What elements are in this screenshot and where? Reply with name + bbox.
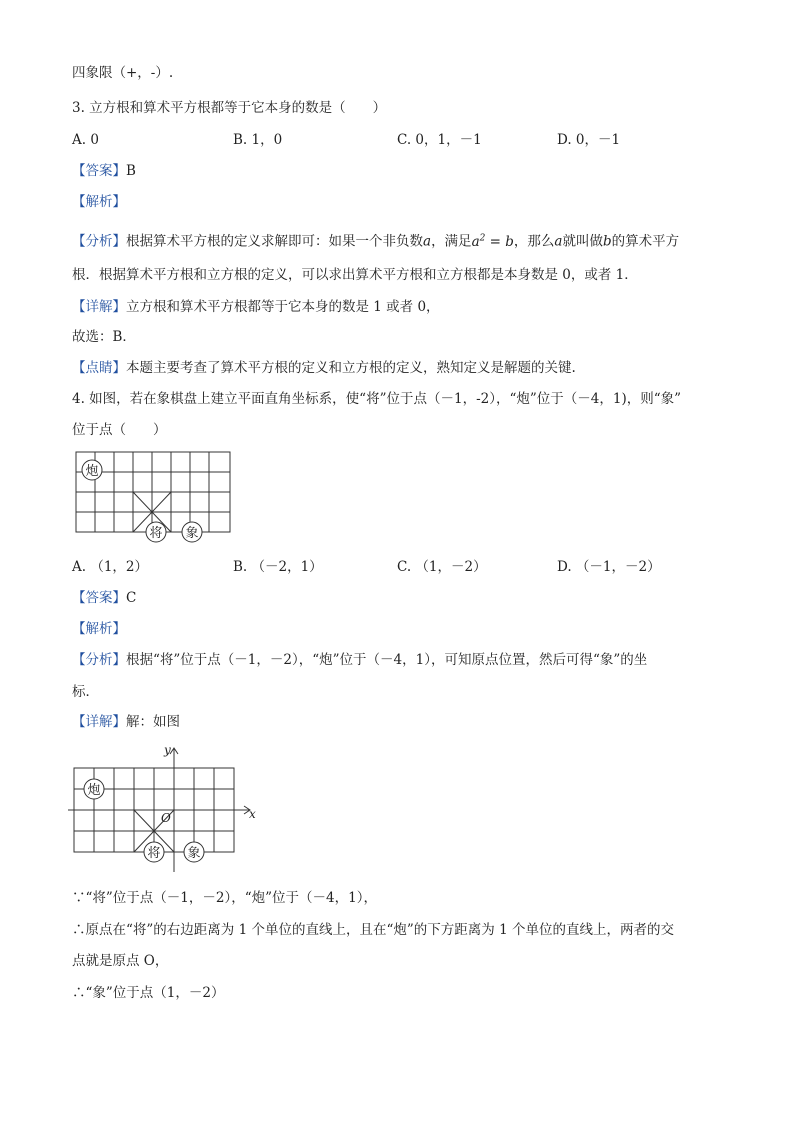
x-axis-label: x [249,807,256,821]
fenxi-4-line-2: 标． [72,684,99,700]
x-axis [68,806,250,814]
therefore-line-1: ∴原点在“将”的右边距离为 1 个单位的直线上，且在“炮”的下方距离为 1 个单位的直线上，两者的交 [72,922,674,938]
svg-text:炮: 炮 [87,783,101,798]
q4-option-a: A. （1，2） [72,559,149,575]
svg-text:将: 将 [149,526,163,541]
question-4-line-1: 4. 如图，若在象棋盘上建立平面直角坐标系，使“将”位于点（－1，-2），“炮”位于（－4，1)，则“象” [72,391,682,407]
pao-piece [82,460,102,480]
fenxi-tag: 【分析】 [72,652,126,668]
xiang-piece [182,522,202,542]
answer-3 [72,162,136,180]
dianjing-tag: 【点睛】 [72,360,126,376]
svg-text:将: 将 [147,846,161,861]
fenxi-3-line-1: 【分析】根据算术平方根的定义求解即可：如果一个非负数a，满足$a^2 = b$，那么a就叫做b的算术平方 [72,233,680,250]
therefore-line-2: 点就是原点 O， [72,953,169,969]
q4-option-c: C. （1，－2） [397,559,487,575]
question-3: 3. 立方根和算术平方根都等于它本身的数是（ ） [72,100,387,116]
analysis-heading-3: 【解析】 [72,194,126,210]
jiang-piece [144,842,164,862]
xiangjie-4: 【详解】解：如图 [72,714,180,730]
answer-value: C [126,590,137,606]
text-line: 四象限（+，-）. [72,65,174,81]
answer-value: B [126,163,136,179]
xiang-piece [184,842,204,862]
fenxi-3-line-2: 根．根据算术平方根和立方根的定义，可以求出算术平方根和立方根都是本身数是 0，或者 1． [72,267,638,283]
answer-4 [72,589,136,607]
q3-option-c: C. 0，1，－1 [397,132,482,148]
because-line: ∵“将”位于点（－1，－2），“炮”位于（－4，1）， [72,890,377,906]
q3-option-b: B. 1，0 [233,132,283,148]
question-4-line-2: 位于点（ ） [72,422,167,438]
xiangjie-3: 【详解】立方根和算术平方根都等于它本身的数是 1 或者 0， [72,299,440,315]
conclusion-3: 故选：B． [72,329,136,345]
dianjing-3: 【点睛】本题主要考查了算术平方根的定义和立方根的定义，熟知定义是解题的关键. [72,360,576,376]
analysis-heading-4: 【解析】 [72,621,126,637]
q3-option-d: D. 0，－1 [557,132,621,148]
q3-option-a: A. 0 [72,132,99,148]
jiang-piece [146,522,166,542]
xiangjie-tag: 【详解】 [72,299,126,315]
y-axis-label: y [164,743,171,757]
formula: $a^2 = b$ [471,233,514,250]
pao-piece [84,779,104,799]
q4-option-b: B. （－2，1） [233,559,323,575]
svg-text:象: 象 [187,846,201,861]
svg-text:炮: 炮 [85,464,99,479]
chess-board-axes-figure [64,738,264,878]
q4-option-d: D. （－1，－2） [557,559,661,575]
fenxi-4-line-1: 【分析】根据“将”位于点（－1，－2），“炮”位于（－4，1），可知原点位置，然后可得“象”的坐 [72,652,648,668]
fenxi-tag: 【分析】 [72,233,126,250]
xiangjie-tag: 【详解】 [72,714,126,730]
svg-text:象: 象 [185,526,199,541]
answer-tag: 【答案】 [72,163,126,179]
therefore-line-3: ∴“象”位于点（1，－2） [72,985,225,1001]
origin-label: O [161,811,171,825]
chess-board-figure [70,448,240,552]
answer-tag: 【答案】 [72,590,126,606]
